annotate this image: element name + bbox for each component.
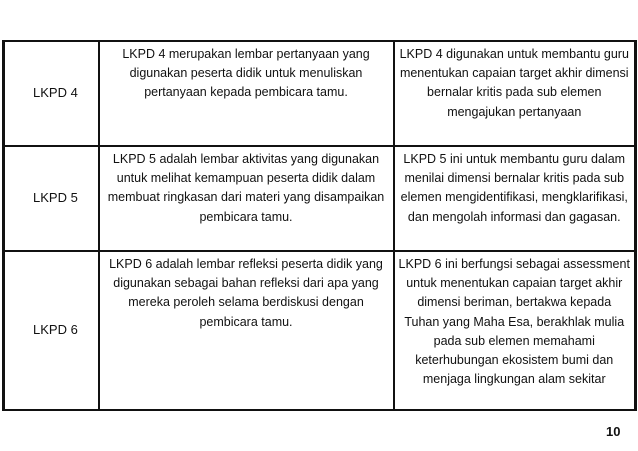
table-row	[4, 146, 636, 251]
row-description: LKPD 4 merupakan lembar pertanyaan yang digunakan peserta didik untuk menuliskan pertanyaan kepada pembicara tamu.	[99, 41, 394, 146]
page-number: 10	[606, 424, 621, 439]
lkpd-table	[2, 40, 637, 411]
row-label: LKPD 4	[4, 41, 99, 146]
table-row	[4, 41, 636, 146]
table-row	[4, 251, 636, 410]
row-description: LKPD 5 adalah lembar aktivitas yang digunakan untuk melihat kemampuan peserta didik dalam membuat ringkasan dari materi yang disampaikan pembicara tamu.	[99, 146, 394, 251]
row-purpose: LKPD 4 digunakan untuk membantu guru menentukan capaian target akhir dimensi bernalar kritis pada sub elemen mengajukan pertanyaan	[394, 41, 636, 146]
row-purpose: LKPD 5 ini untuk membantu guru dalam menilai dimensi bernalar kritis pada sub elemen mengidentifikasi, mengklarifikasi, dan mengolah informasi dan gagasan.	[394, 146, 636, 251]
row-purpose: LKPD 6 ini berfungsi sebagai assessment untuk menentukan capaian target akhir dimensi beriman, bertakwa kepada Tuhan yang Maha Esa, berakhlak mulia pada sub elemen memahami keterhubungan ekosistem bumi dan menjaga lingkungan alam sekitar	[394, 251, 636, 410]
row-label: LKPD 5	[4, 146, 99, 251]
row-label: LKPD 6	[4, 251, 99, 410]
row-description: LKPD 6 adalah lembar refleksi peserta didik yang digunakan sebagai bahan refleksi dari apa yang mereka peroleh selama berdiskusi dengan pembicara tamu.	[99, 251, 394, 410]
